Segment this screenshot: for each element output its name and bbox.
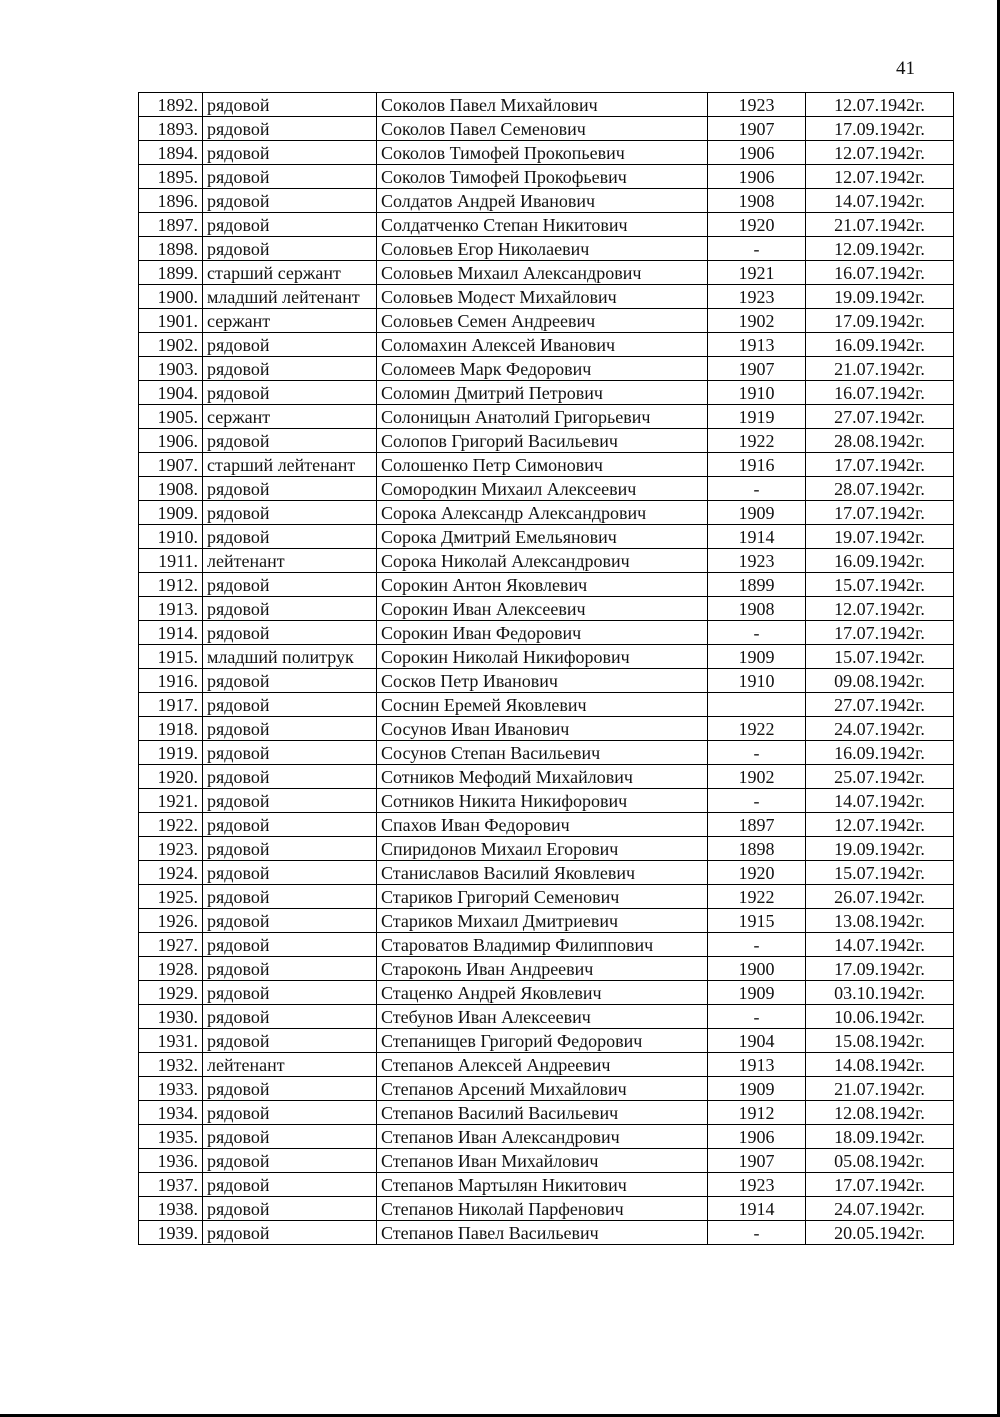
row-number: 1938. — [139, 1197, 203, 1221]
row-number: 1902. — [139, 333, 203, 357]
birth-year-cell: 1898 — [708, 837, 806, 861]
birth-year-cell: 1922 — [708, 885, 806, 909]
birth-year-cell: 1913 — [708, 1053, 806, 1077]
name-cell: Сорока Александр Александрович — [377, 501, 708, 525]
table-row — [139, 1221, 954, 1245]
birth-year-cell: 1906 — [708, 1125, 806, 1149]
date-cell: 14.07.1942г. — [806, 189, 954, 213]
table-row — [139, 789, 954, 813]
table-row — [139, 1029, 954, 1053]
date-cell: 12.07.1942г. — [806, 141, 954, 165]
rank-cell: рядовой — [203, 741, 377, 765]
date-cell: 12.07.1942г. — [806, 813, 954, 837]
rank-cell: рядовой — [203, 213, 377, 237]
date-cell: 09.08.1942г. — [806, 669, 954, 693]
rank-cell: рядовой — [203, 573, 377, 597]
row-number: 1935. — [139, 1125, 203, 1149]
birth-year-cell: 1910 — [708, 381, 806, 405]
table-row — [139, 357, 954, 381]
name-cell: Стебунов Иван Алексеевич — [377, 1005, 708, 1029]
birth-year-cell: 1909 — [708, 1077, 806, 1101]
birth-year-cell: 1914 — [708, 525, 806, 549]
birth-year-cell: 1902 — [708, 309, 806, 333]
birth-year-cell: 1921 — [708, 261, 806, 285]
row-number: 1919. — [139, 741, 203, 765]
rank-cell: рядовой — [203, 981, 377, 1005]
rank-cell: рядовой — [203, 717, 377, 741]
rank-cell: лейтенант — [203, 549, 377, 573]
birth-year-cell: 1923 — [708, 285, 806, 309]
name-cell: Степанов Мартылян Никитович — [377, 1173, 708, 1197]
birth-year-cell: 1922 — [708, 717, 806, 741]
table-row — [139, 309, 954, 333]
table-row — [139, 1197, 954, 1221]
date-cell: 17.09.1942г. — [806, 957, 954, 981]
row-number: 1929. — [139, 981, 203, 1005]
birth-year-cell — [708, 693, 806, 717]
table-row — [139, 741, 954, 765]
rank-cell: рядовой — [203, 1197, 377, 1221]
name-cell: Сорокин Иван Федорович — [377, 621, 708, 645]
row-number: 1913. — [139, 597, 203, 621]
name-cell: Степанов Николай Парфенович — [377, 1197, 708, 1221]
row-number: 1910. — [139, 525, 203, 549]
table-row — [139, 885, 954, 909]
name-cell: Сосунов Иван Иванович — [377, 717, 708, 741]
date-cell: 20.05.1942г. — [806, 1221, 954, 1245]
name-cell: Спахов Иван Федорович — [377, 813, 708, 837]
name-cell: Соколов Тимофей Прокопьевич — [377, 141, 708, 165]
birth-year-cell: 1923 — [708, 1173, 806, 1197]
table-row — [139, 213, 954, 237]
name-cell: Степанов Павел Васильевич — [377, 1221, 708, 1245]
birth-year-cell: 1910 — [708, 669, 806, 693]
birth-year-cell: 1923 — [708, 93, 806, 117]
table-row — [139, 1101, 954, 1125]
date-cell: 16.09.1942г. — [806, 549, 954, 573]
name-cell: Солоницын Анатолий Григорьевич — [377, 405, 708, 429]
date-cell: 13.08.1942г. — [806, 909, 954, 933]
date-cell: 15.07.1942г. — [806, 861, 954, 885]
name-cell: Сорока Николай Александрович — [377, 549, 708, 573]
table-row — [139, 1125, 954, 1149]
date-cell: 12.07.1942г. — [806, 165, 954, 189]
birth-year-cell: 1916 — [708, 453, 806, 477]
row-number: 1930. — [139, 1005, 203, 1029]
name-cell: Сорокин Николай Никифорович — [377, 645, 708, 669]
date-cell: 15.08.1942г. — [806, 1029, 954, 1053]
birth-year-cell: 1907 — [708, 357, 806, 381]
birth-year-cell: 1913 — [708, 333, 806, 357]
rank-cell: рядовой — [203, 189, 377, 213]
row-number: 1939. — [139, 1221, 203, 1245]
rank-cell: рядовой — [203, 501, 377, 525]
rank-cell: рядовой — [203, 621, 377, 645]
table-row — [139, 573, 954, 597]
birth-year-cell: 1907 — [708, 1149, 806, 1173]
date-cell: 14.07.1942г. — [806, 933, 954, 957]
date-cell: 14.07.1942г. — [806, 789, 954, 813]
rank-cell: рядовой — [203, 933, 377, 957]
name-cell: Сорокин Иван Алексеевич — [377, 597, 708, 621]
birth-year-cell: 1909 — [708, 981, 806, 1005]
birth-year-cell: 1906 — [708, 141, 806, 165]
rank-cell: рядовой — [203, 357, 377, 381]
birth-year-cell: 1923 — [708, 549, 806, 573]
name-cell: Солошенко Петр Симонович — [377, 453, 708, 477]
date-cell: 16.09.1942г. — [806, 333, 954, 357]
birth-year-cell: 1904 — [708, 1029, 806, 1053]
birth-year-cell: 1909 — [708, 645, 806, 669]
rank-cell: рядовой — [203, 1005, 377, 1029]
date-cell: 19.07.1942г. — [806, 525, 954, 549]
name-cell: Сосков Петр Иванович — [377, 669, 708, 693]
table-row — [139, 237, 954, 261]
birth-year-cell: 1920 — [708, 213, 806, 237]
table-row — [139, 1053, 954, 1077]
name-cell: Соснин Еремей Яковлевич — [377, 693, 708, 717]
row-number: 1936. — [139, 1149, 203, 1173]
date-cell: 14.08.1942г. — [806, 1053, 954, 1077]
name-cell: Стариков Михаил Дмитриевич — [377, 909, 708, 933]
name-cell: Сорокин Антон Яковлевич — [377, 573, 708, 597]
table-row — [139, 693, 954, 717]
row-number: 1932. — [139, 1053, 203, 1077]
birth-year-cell: 1908 — [708, 189, 806, 213]
row-number: 1895. — [139, 165, 203, 189]
date-cell: 17.09.1942г. — [806, 117, 954, 141]
date-cell: 24.07.1942г. — [806, 1197, 954, 1221]
rank-cell: рядовой — [203, 429, 377, 453]
table-row — [139, 717, 954, 741]
date-cell: 28.07.1942г. — [806, 477, 954, 501]
rank-cell: рядовой — [203, 765, 377, 789]
date-cell: 12.07.1942г. — [806, 597, 954, 621]
roster-body — [139, 93, 954, 1245]
date-cell: 15.07.1942г. — [806, 573, 954, 597]
table-row — [139, 333, 954, 357]
row-number: 1901. — [139, 309, 203, 333]
row-number: 1923. — [139, 837, 203, 861]
rank-cell: рядовой — [203, 837, 377, 861]
rank-cell: рядовой — [203, 1029, 377, 1053]
table-row — [139, 141, 954, 165]
table-row — [139, 261, 954, 285]
rank-cell: рядовой — [203, 381, 377, 405]
rank-cell: рядовой — [203, 789, 377, 813]
date-cell: 27.07.1942г. — [806, 405, 954, 429]
row-number: 1927. — [139, 933, 203, 957]
table-row — [139, 645, 954, 669]
row-number: 1926. — [139, 909, 203, 933]
birth-year-cell: 1922 — [708, 429, 806, 453]
table-row — [139, 981, 954, 1005]
table-row — [139, 525, 954, 549]
rank-cell: рядовой — [203, 525, 377, 549]
birth-year-cell: 1919 — [708, 405, 806, 429]
row-number: 1931. — [139, 1029, 203, 1053]
birth-year-cell: 1915 — [708, 909, 806, 933]
name-cell: Степанов Арсений Михайлович — [377, 1077, 708, 1101]
rank-cell: рядовой — [203, 333, 377, 357]
row-number: 1920. — [139, 765, 203, 789]
table-row — [139, 285, 954, 309]
row-number: 1897. — [139, 213, 203, 237]
name-cell: Соколов Павел Семенович — [377, 117, 708, 141]
birth-year-cell: - — [708, 789, 806, 813]
name-cell: Солдатченко Степан Никитович — [377, 213, 708, 237]
row-number: 1903. — [139, 357, 203, 381]
date-cell: 10.06.1942г. — [806, 1005, 954, 1029]
table-row — [139, 189, 954, 213]
birth-year-cell: - — [708, 621, 806, 645]
table-row — [139, 501, 954, 525]
name-cell: Соловьев Егор Николаевич — [377, 237, 708, 261]
rank-cell: сержант — [203, 309, 377, 333]
birth-year-cell: 1912 — [708, 1101, 806, 1125]
table-row — [139, 453, 954, 477]
row-number: 1916. — [139, 669, 203, 693]
birth-year-cell: - — [708, 477, 806, 501]
name-cell: Солдатов Андрей Иванович — [377, 189, 708, 213]
rank-cell: младший лейтенант — [203, 285, 377, 309]
name-cell: Сорока Дмитрий Емельянович — [377, 525, 708, 549]
table-row — [139, 957, 954, 981]
birth-year-cell: - — [708, 1005, 806, 1029]
row-number: 1894. — [139, 141, 203, 165]
row-number: 1906. — [139, 429, 203, 453]
name-cell: Соломахин Алексей Иванович — [377, 333, 708, 357]
name-cell: Соломеев Марк Федорович — [377, 357, 708, 381]
table-row — [139, 669, 954, 693]
birth-year-cell: 1902 — [708, 765, 806, 789]
name-cell: Степанов Алексей Андреевич — [377, 1053, 708, 1077]
date-cell: 15.07.1942г. — [806, 645, 954, 669]
table-row — [139, 837, 954, 861]
table-row — [139, 549, 954, 573]
rank-cell: рядовой — [203, 861, 377, 885]
rank-cell: рядовой — [203, 117, 377, 141]
rank-cell: рядовой — [203, 93, 377, 117]
date-cell: 21.07.1942г. — [806, 1077, 954, 1101]
table-row — [139, 813, 954, 837]
date-cell: 28.08.1942г. — [806, 429, 954, 453]
table-row — [139, 933, 954, 957]
row-number: 1892. — [139, 93, 203, 117]
row-number: 1908. — [139, 477, 203, 501]
row-number: 1900. — [139, 285, 203, 309]
row-number: 1915. — [139, 645, 203, 669]
row-number: 1898. — [139, 237, 203, 261]
name-cell: Соломин Дмитрий Петрович — [377, 381, 708, 405]
name-cell: Соловьев Семен Андреевич — [377, 309, 708, 333]
rank-cell: сержант — [203, 405, 377, 429]
row-number: 1934. — [139, 1101, 203, 1125]
date-cell: 03.10.1942г. — [806, 981, 954, 1005]
name-cell: Стаценко Андрей Яковлевич — [377, 981, 708, 1005]
name-cell: Сотников Мефодий Михайлович — [377, 765, 708, 789]
row-number: 1899. — [139, 261, 203, 285]
date-cell: 16.07.1942г. — [806, 261, 954, 285]
name-cell: Степанов Иван Михайлович — [377, 1149, 708, 1173]
table-row — [139, 765, 954, 789]
rank-cell: младший политрук — [203, 645, 377, 669]
date-cell: 25.07.1942г. — [806, 765, 954, 789]
date-cell: 05.08.1942г. — [806, 1149, 954, 1173]
date-cell: 12.07.1942г. — [806, 93, 954, 117]
date-cell: 21.07.1942г. — [806, 357, 954, 381]
table-row — [139, 909, 954, 933]
date-cell: 21.07.1942г. — [806, 213, 954, 237]
rank-cell: старший сержант — [203, 261, 377, 285]
table-row — [139, 1005, 954, 1029]
rank-cell: рядовой — [203, 1221, 377, 1245]
rank-cell: рядовой — [203, 1149, 377, 1173]
row-number: 1933. — [139, 1077, 203, 1101]
rank-cell: рядовой — [203, 957, 377, 981]
birth-year-cell: - — [708, 237, 806, 261]
date-cell: 17.07.1942г. — [806, 501, 954, 525]
row-number: 1896. — [139, 189, 203, 213]
birth-year-cell: 1907 — [708, 117, 806, 141]
name-cell: Сомородкин Михаил Алексеевич — [377, 477, 708, 501]
birth-year-cell: 1900 — [708, 957, 806, 981]
table-row — [139, 1077, 954, 1101]
table-row — [139, 429, 954, 453]
row-number: 1911. — [139, 549, 203, 573]
date-cell: 17.09.1942г. — [806, 309, 954, 333]
table-row — [139, 165, 954, 189]
table-row — [139, 477, 954, 501]
name-cell: Степанищев Григорий Федорович — [377, 1029, 708, 1053]
name-cell: Степанов Василий Васильевич — [377, 1101, 708, 1125]
row-number: 1905. — [139, 405, 203, 429]
rank-cell: рядовой — [203, 813, 377, 837]
rank-cell: рядовой — [203, 1077, 377, 1101]
date-cell: 17.07.1942г. — [806, 1173, 954, 1197]
rank-cell: рядовой — [203, 1125, 377, 1149]
name-cell: Сотников Никита Никифорович — [377, 789, 708, 813]
name-cell: Староконь Иван Андреевич — [377, 957, 708, 981]
date-cell: 12.09.1942г. — [806, 237, 954, 261]
name-cell: Станиславов Василий Яковлевич — [377, 861, 708, 885]
birth-year-cell: 1899 — [708, 573, 806, 597]
rank-cell: рядовой — [203, 165, 377, 189]
rank-cell: рядовой — [203, 885, 377, 909]
date-cell: 24.07.1942г. — [806, 717, 954, 741]
table-row — [139, 117, 954, 141]
rank-cell: рядовой — [203, 909, 377, 933]
date-cell: 19.09.1942г. — [806, 837, 954, 861]
table-row — [139, 405, 954, 429]
rank-cell: рядовой — [203, 1173, 377, 1197]
name-cell: Соколов Павел Михайлович — [377, 93, 708, 117]
table-row — [139, 93, 954, 117]
row-number: 1893. — [139, 117, 203, 141]
date-cell: 12.08.1942г. — [806, 1101, 954, 1125]
row-number: 1912. — [139, 573, 203, 597]
table-row — [139, 621, 954, 645]
rank-cell: рядовой — [203, 693, 377, 717]
roster-table — [138, 92, 954, 1245]
row-number: 1918. — [139, 717, 203, 741]
birth-year-cell: - — [708, 1221, 806, 1245]
row-number: 1921. — [139, 789, 203, 813]
rank-cell: рядовой — [203, 477, 377, 501]
name-cell: Спиридонов Михаил Егорович — [377, 837, 708, 861]
row-number: 1907. — [139, 453, 203, 477]
date-cell: 26.07.1942г. — [806, 885, 954, 909]
table-row — [139, 1149, 954, 1173]
name-cell: Степанов Иван Александрович — [377, 1125, 708, 1149]
table-row — [139, 861, 954, 885]
row-number: 1925. — [139, 885, 203, 909]
rank-cell: рядовой — [203, 597, 377, 621]
birth-year-cell: 1914 — [708, 1197, 806, 1221]
table-row — [139, 597, 954, 621]
date-cell: 16.09.1942г. — [806, 741, 954, 765]
birth-year-cell: 1920 — [708, 861, 806, 885]
name-cell: Соловьев Модест Михайлович — [377, 285, 708, 309]
date-cell: 17.07.1942г. — [806, 621, 954, 645]
name-cell: Соловьев Михаил Александрович — [377, 261, 708, 285]
date-cell: 27.07.1942г. — [806, 693, 954, 717]
rank-cell: рядовой — [203, 141, 377, 165]
birth-year-cell: 1906 — [708, 165, 806, 189]
name-cell: Солопов Григорий Васильевич — [377, 429, 708, 453]
row-number: 1909. — [139, 501, 203, 525]
rank-cell: рядовой — [203, 1101, 377, 1125]
birth-year-cell: - — [708, 741, 806, 765]
row-number: 1937. — [139, 1173, 203, 1197]
rank-cell: лейтенант — [203, 1053, 377, 1077]
row-number: 1904. — [139, 381, 203, 405]
date-cell: 16.07.1942г. — [806, 381, 954, 405]
birth-year-cell: - — [708, 933, 806, 957]
rank-cell: рядовой — [203, 237, 377, 261]
rank-cell: старший лейтенант — [203, 453, 377, 477]
name-cell: Соколов Тимофей Прокофьевич — [377, 165, 708, 189]
name-cell: Стариков Григорий Семенович — [377, 885, 708, 909]
date-cell: 17.07.1942г. — [806, 453, 954, 477]
date-cell: 19.09.1942г. — [806, 285, 954, 309]
birth-year-cell: 1908 — [708, 597, 806, 621]
row-number: 1924. — [139, 861, 203, 885]
row-number: 1922. — [139, 813, 203, 837]
row-number: 1914. — [139, 621, 203, 645]
page-number: 41 — [896, 58, 915, 79]
table-row — [139, 1173, 954, 1197]
birth-year-cell: 1909 — [708, 501, 806, 525]
name-cell: Сосунов Степан Васильевич — [377, 741, 708, 765]
rank-cell: рядовой — [203, 669, 377, 693]
birth-year-cell: 1897 — [708, 813, 806, 837]
name-cell: Старовaтов Владимир Филиппович — [377, 933, 708, 957]
row-number: 1917. — [139, 693, 203, 717]
table-row — [139, 381, 954, 405]
row-number: 1928. — [139, 957, 203, 981]
date-cell: 18.09.1942г. — [806, 1125, 954, 1149]
